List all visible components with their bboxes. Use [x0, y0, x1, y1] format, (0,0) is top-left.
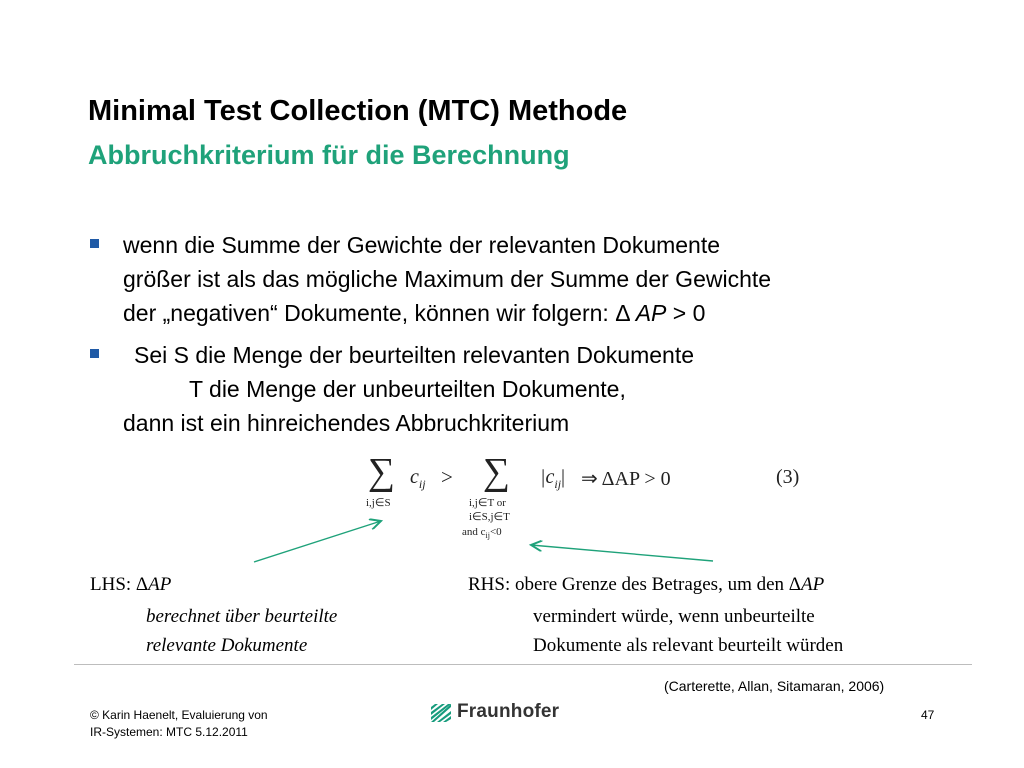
- slide-subtitle: Abbruchkriterium für die Berechnung: [88, 140, 570, 170]
- bullet-1-line-3-text: der „negativen“ Dokumente, können wir folgern: Δ: [123, 300, 630, 326]
- formula-sum-1-subscript: i,j∈S: [366, 497, 391, 509]
- bullet-2-line-3: dann ist ein hinreichendes Abbruchkriterium: [123, 410, 570, 436]
- slide-title: Minimal Test Collection (MTC) Methode: [88, 95, 628, 127]
- formula-sum-2: ∑: [483, 451, 511, 493]
- fraunhofer-logo: [430, 699, 559, 725]
- fraunhofer-logo-icon: [430, 701, 452, 723]
- formula-term-1-c: c: [410, 466, 419, 488]
- bullet-2-line-2: T die Menge der unbeurteilten Dokumente,: [189, 376, 626, 402]
- bullet-1-line-2: größer ist als das mögliche Maximum der Summe der Gewichte: [123, 266, 772, 292]
- lhs-label: [90, 573, 171, 597]
- lhs-label-ap: AP: [148, 574, 172, 595]
- lhs-line-2: berechnet über beurteilte: [146, 606, 338, 627]
- citation: (Carterette, Allan, Sitamaran, 2006): [664, 678, 885, 694]
- formula-abs-open: |c: [540, 466, 555, 488]
- rhs-line-2: vermindert würde, wenn unbeurteilte: [533, 606, 815, 627]
- rhs-label: [468, 573, 824, 597]
- lhs-line-3: relevante Dokumente: [146, 635, 308, 656]
- formula-sum-2-subscript-1: i,j∈T or: [469, 497, 506, 509]
- fraunhofer-logo-text: Fraunhofer: [457, 701, 560, 722]
- formula-number: (3): [776, 466, 800, 488]
- lhs-arrow: [254, 521, 381, 562]
- bullet-1-line-3-ap: AP: [635, 300, 667, 326]
- formula-implies: ⇒ ΔAP > 0: [581, 468, 671, 490]
- formula-sum-2-sub3-sub: ij: [485, 531, 490, 541]
- formula-sum-1: ∑: [368, 451, 396, 493]
- rhs-label-text: RHS: obere Grenze des Betrages, um den Δ: [468, 574, 802, 595]
- footer-copyright-line-2: IR-Systemen: MTC 5.12.2011: [90, 725, 248, 739]
- bullet-1-line-1: wenn die Summe der Gewichte der relevanten Dokumente: [123, 232, 721, 258]
- formula-term-1-sub: ij: [418, 477, 426, 491]
- bullet-1-line-3-tail: > 0: [672, 300, 706, 326]
- formula-abs-close: |: [561, 466, 566, 488]
- rhs-line-3: Dokumente als relevant beurteilt würden: [533, 635, 844, 656]
- formula-sum-2-sub3-tail: <0: [489, 526, 502, 538]
- lhs-label-text: LHS: Δ: [90, 574, 149, 595]
- footer-divider: [74, 664, 972, 665]
- formula-sum-2-sub3-text: and c: [462, 526, 486, 538]
- footer-copyright-line-1: © Karin Haenelt, Evaluierung von: [90, 708, 268, 722]
- rhs-label-ap: AP: [801, 574, 825, 595]
- formula-sum-2-subscript-2: i∈S,j∈T: [469, 511, 510, 523]
- page-number: 47: [921, 708, 935, 722]
- rhs-arrow: [531, 545, 713, 561]
- formula-abs-sub: ij: [554, 477, 562, 491]
- formula-greater-than: >: [441, 465, 453, 489]
- bullet-2-line-1: Sei S die Menge der beurteilten relevanten Dokumente: [134, 342, 695, 368]
